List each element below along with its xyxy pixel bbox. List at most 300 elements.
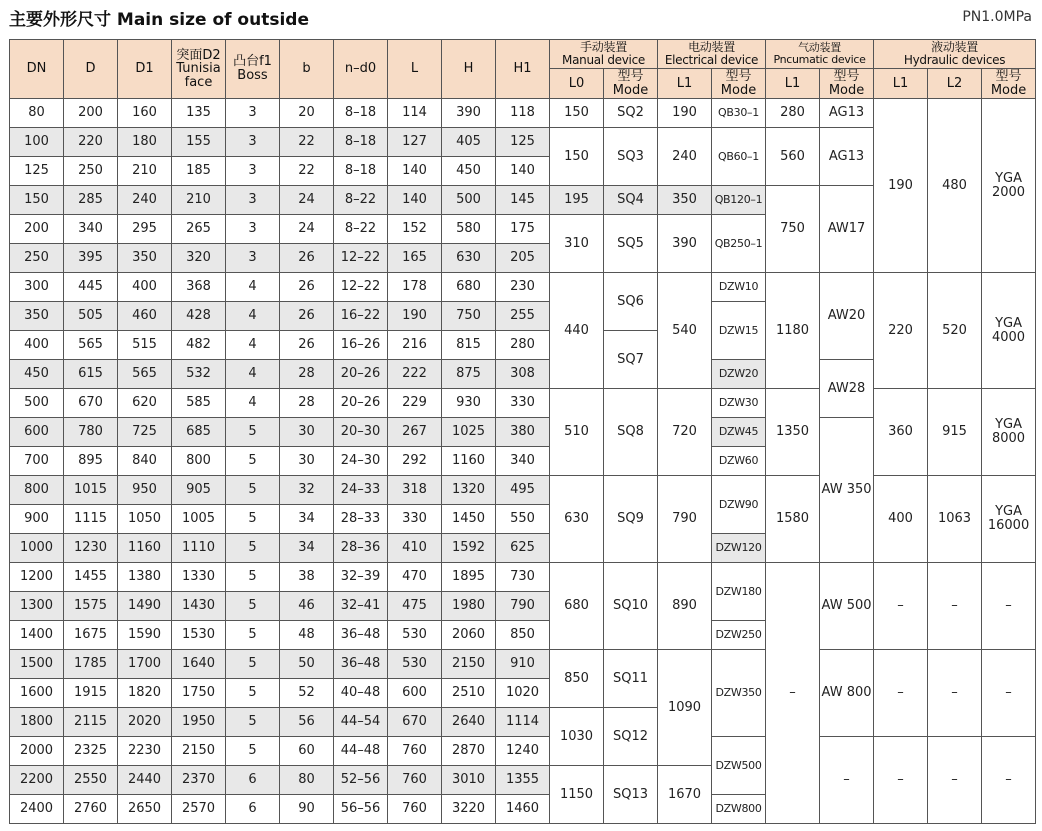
table-row — [10, 563, 1036, 592]
cell-h: 2870 — [442, 737, 496, 766]
cell-f1: 5 — [226, 650, 280, 679]
cell-d2: 1110 — [172, 534, 226, 563]
cell-d1: 2230 — [118, 737, 172, 766]
header-model-cn: 型号 — [725, 68, 752, 84]
cell-h: 580 — [442, 215, 496, 244]
cell-d: 1115 — [64, 505, 118, 534]
cell-manual-l0: 850 — [550, 650, 604, 708]
cell-d1: 2650 — [118, 795, 172, 824]
cell-hydraulic-l2: 480 — [928, 99, 982, 273]
cell-nd0: 8–18 — [334, 99, 388, 128]
page-title: 主要外形尺寸 Main size of outside — [9, 10, 309, 30]
cell-d1: 1700 — [118, 650, 172, 679]
cell-l: 229 — [388, 389, 442, 418]
cell-manual-l0: 510 — [550, 389, 604, 476]
cell-f1: 4 — [226, 302, 280, 331]
cell-d1: 2020 — [118, 708, 172, 737]
cell-hydraulic-model: – — [982, 563, 1036, 650]
cell-electric-model: DZW800 — [712, 795, 766, 824]
cell-b: 26 — [280, 244, 334, 273]
header-model-en: Mode — [828, 82, 865, 98]
cell-h: 1450 — [442, 505, 496, 534]
cell-f1: 5 — [226, 476, 280, 505]
cell-dn: 1000 — [10, 534, 64, 563]
cell-dn: 450 — [10, 360, 64, 389]
header-model-en: Mode — [990, 82, 1027, 98]
cell-h1: 340 — [496, 447, 550, 476]
cell-l: 760 — [388, 737, 442, 766]
cell-b: 26 — [280, 331, 334, 360]
header-nd0: n–d0 — [334, 40, 388, 99]
cell-hydraulic-l1: – — [874, 563, 928, 650]
cell-d2: 1640 — [172, 650, 226, 679]
cell-d2: 482 — [172, 331, 226, 360]
cell-hydraulic-model: YGA 4000 — [982, 273, 1036, 389]
cell-f1: 3 — [226, 157, 280, 186]
header-manual-en: Manual device — [562, 53, 645, 67]
cell-hydraulic-model: YGA 16000 — [982, 476, 1036, 563]
table-row — [10, 476, 1036, 505]
cell-h: 1160 — [442, 447, 496, 476]
cell-d1: 240 — [118, 186, 172, 215]
cell-nd0: 12–22 — [334, 273, 388, 302]
cell-l: 760 — [388, 795, 442, 824]
cell-d2: 532 — [172, 360, 226, 389]
header-pneumatic-en: Pncumatic device — [773, 53, 866, 66]
cell-d2: 1330 — [172, 563, 226, 592]
cell-h1: 280 — [496, 331, 550, 360]
cell-nd0: 44–54 — [334, 708, 388, 737]
table-row — [10, 650, 1036, 679]
cell-h1: 255 — [496, 302, 550, 331]
cell-pneumatic-l1: 1580 — [766, 476, 820, 563]
cell-f1: 4 — [226, 360, 280, 389]
cell-h: 2510 — [442, 679, 496, 708]
header-model-cn: 型号 — [617, 68, 644, 84]
cell-electric-model: DZW250 — [712, 621, 766, 650]
cell-manual-model: SQ5 — [604, 215, 658, 273]
cell-d: 1785 — [64, 650, 118, 679]
cell-electric-model: DZW500 — [712, 737, 766, 795]
size-table — [9, 39, 1036, 824]
cell-l: 216 — [388, 331, 442, 360]
cell-b: 60 — [280, 737, 334, 766]
cell-electric-model: DZW30 — [712, 389, 766, 418]
cell-b: 30 — [280, 447, 334, 476]
cell-hydraulic-l1: 220 — [874, 273, 928, 389]
cell-f1: 5 — [226, 447, 280, 476]
cell-electric-model: QB60–1 — [712, 128, 766, 186]
cell-pneumatic-model: AG13 — [820, 99, 874, 128]
cell-d2: 1530 — [172, 621, 226, 650]
header-h1: H1 — [496, 40, 550, 99]
cell-hydraulic-l1: – — [874, 737, 928, 824]
cell-f1: 3 — [226, 215, 280, 244]
cell-h1: 205 — [496, 244, 550, 273]
cell-dn: 700 — [10, 447, 64, 476]
header-d1: D1 — [118, 40, 172, 99]
cell-dn: 500 — [10, 389, 64, 418]
header-hydraulic-en: Hydraulic devices — [903, 53, 1006, 67]
cell-electric-model: DZW15 — [712, 302, 766, 360]
cell-dn: 400 — [10, 331, 64, 360]
header-dn: DN — [10, 40, 64, 99]
cell-d2: 2150 — [172, 737, 226, 766]
cell-hydraulic-l1: – — [874, 650, 928, 737]
cell-l: 475 — [388, 592, 442, 621]
header-electric-model — [712, 69, 766, 99]
cell-d: 250 — [64, 157, 118, 186]
cell-b: 26 — [280, 273, 334, 302]
cell-d1: 1050 — [118, 505, 172, 534]
cell-h1: 1460 — [496, 795, 550, 824]
cell-h1: 1355 — [496, 766, 550, 795]
cell-manual-model: SQ4 — [604, 186, 658, 215]
cell-d: 615 — [64, 360, 118, 389]
cell-nd0: 20–26 — [334, 360, 388, 389]
cell-b: 22 — [280, 128, 334, 157]
header-electric-l1: L1 — [658, 69, 712, 99]
header-manual-cn: 手动装置 — [580, 40, 627, 55]
cell-d2: 210 — [172, 186, 226, 215]
cell-d: 505 — [64, 302, 118, 331]
cell-dn: 125 — [10, 157, 64, 186]
cell-d2: 320 — [172, 244, 226, 273]
cell-f1: 3 — [226, 128, 280, 157]
header-pneumatic-model — [820, 69, 874, 99]
cell-manual-model: SQ2 — [604, 99, 658, 128]
cell-d: 340 — [64, 215, 118, 244]
cell-dn: 1800 — [10, 708, 64, 737]
header-electric-cn: 电动装置 — [688, 40, 735, 55]
cell-d1: 620 — [118, 389, 172, 418]
cell-b: 56 — [280, 708, 334, 737]
cell-h: 930 — [442, 389, 496, 418]
cell-nd0: 8–22 — [334, 215, 388, 244]
cell-pneumatic-l1: 1180 — [766, 273, 820, 389]
cell-d2: 428 — [172, 302, 226, 331]
cell-pneumatic-model: AW28 — [820, 360, 874, 418]
header-d2-en1: Tunisia — [176, 61, 221, 77]
cell-f1: 3 — [226, 99, 280, 128]
header-model-cn: 型号 — [833, 68, 860, 84]
cell-nd0: 32–39 — [334, 563, 388, 592]
cell-dn: 1300 — [10, 592, 64, 621]
cell-nd0: 28–36 — [334, 534, 388, 563]
cell-pneumatic-model: – — [820, 737, 874, 824]
cell-l: 600 — [388, 679, 442, 708]
cell-pneumatic-l1: 560 — [766, 128, 820, 186]
header-model-en: Mode — [612, 82, 649, 98]
cell-l: 530 — [388, 621, 442, 650]
cell-l: 330 — [388, 505, 442, 534]
cell-d: 285 — [64, 186, 118, 215]
cell-f1: 6 — [226, 795, 280, 824]
cell-b: 24 — [280, 215, 334, 244]
cell-hydraulic-model: – — [982, 737, 1036, 824]
cell-electric-l1: 1670 — [658, 766, 712, 824]
cell-b: 26 — [280, 302, 334, 331]
cell-pneumatic-model: AW20 — [820, 273, 874, 360]
cell-d1: 460 — [118, 302, 172, 331]
cell-f1: 5 — [226, 621, 280, 650]
cell-dn: 1500 — [10, 650, 64, 679]
cell-b: 34 — [280, 534, 334, 563]
header-h: H — [442, 40, 496, 99]
cell-nd0: 44–48 — [334, 737, 388, 766]
cell-h1: 850 — [496, 621, 550, 650]
cell-h: 750 — [442, 302, 496, 331]
cell-manual-l0: 440 — [550, 273, 604, 389]
cell-l: 140 — [388, 157, 442, 186]
cell-electric-model: DZW10 — [712, 273, 766, 302]
cell-d1: 1820 — [118, 679, 172, 708]
cell-b: 90 — [280, 795, 334, 824]
cell-d1: 840 — [118, 447, 172, 476]
cell-d2: 905 — [172, 476, 226, 505]
cell-d: 1455 — [64, 563, 118, 592]
cell-d2: 1005 — [172, 505, 226, 534]
table-row — [10, 389, 1036, 418]
header-electric — [658, 40, 766, 69]
header-manual — [550, 40, 658, 69]
cell-hydraulic-l1: 400 — [874, 476, 928, 563]
cell-d2: 800 — [172, 447, 226, 476]
cell-hydraulic-l2: – — [928, 563, 982, 650]
cell-electric-l1: 190 — [658, 99, 712, 128]
cell-dn: 350 — [10, 302, 64, 331]
cell-h: 450 — [442, 157, 496, 186]
cell-manual-model: SQ6 — [604, 273, 658, 331]
cell-h: 1980 — [442, 592, 496, 621]
cell-pneumatic-model: AW 500 — [820, 563, 874, 650]
cell-nd0: 56–56 — [334, 795, 388, 824]
cell-dn: 2400 — [10, 795, 64, 824]
header-model-cn: 型号 — [995, 68, 1022, 84]
cell-d1: 295 — [118, 215, 172, 244]
cell-dn: 800 — [10, 476, 64, 505]
cell-b: 20 — [280, 99, 334, 128]
header-l: L — [388, 40, 442, 99]
cell-d2: 2370 — [172, 766, 226, 795]
cell-h: 2060 — [442, 621, 496, 650]
cell-f1: 5 — [226, 708, 280, 737]
cell-manual-l0: 680 — [550, 563, 604, 650]
cell-pneumatic-l1: 280 — [766, 99, 820, 128]
cell-d: 1915 — [64, 679, 118, 708]
cell-nd0: 24–30 — [334, 447, 388, 476]
cell-d1: 950 — [118, 476, 172, 505]
cell-b: 28 — [280, 360, 334, 389]
header-pneumatic-cn: 气动装置 — [798, 41, 841, 55]
cell-pneumatic-l1: 1350 — [766, 389, 820, 476]
cell-l: 670 — [388, 708, 442, 737]
cell-dn: 300 — [10, 273, 64, 302]
cell-d: 395 — [64, 244, 118, 273]
cell-h1: 380 — [496, 418, 550, 447]
cell-d1: 210 — [118, 157, 172, 186]
cell-electric-model: QB30–1 — [712, 99, 766, 128]
header-hydraulic-model — [982, 69, 1036, 99]
header-d2-cn: 突面D2 — [176, 47, 221, 63]
cell-h1: 330 — [496, 389, 550, 418]
cell-f1: 3 — [226, 244, 280, 273]
cell-b: 46 — [280, 592, 334, 621]
cell-dn: 2200 — [10, 766, 64, 795]
header-f1 — [226, 40, 280, 99]
cell-h1: 118 — [496, 99, 550, 128]
cell-h: 3220 — [442, 795, 496, 824]
cell-hydraulic-l1: 190 — [874, 99, 928, 273]
cell-f1: 5 — [226, 592, 280, 621]
cell-l: 760 — [388, 766, 442, 795]
cell-nd0: 36–48 — [334, 650, 388, 679]
cell-h1: 550 — [496, 505, 550, 534]
cell-dn: 600 — [10, 418, 64, 447]
header-d2 — [172, 40, 226, 99]
cell-l: 165 — [388, 244, 442, 273]
pressure-rating: PN1.0MPa — [962, 9, 1032, 25]
table-row — [10, 273, 1036, 302]
cell-f1: 4 — [226, 273, 280, 302]
cell-h1: 308 — [496, 360, 550, 389]
cell-d: 1230 — [64, 534, 118, 563]
cell-h: 1592 — [442, 534, 496, 563]
cell-h1: 910 — [496, 650, 550, 679]
cell-d: 1575 — [64, 592, 118, 621]
cell-f1: 4 — [226, 331, 280, 360]
cell-d2: 135 — [172, 99, 226, 128]
header-hydraulic-l1: L1 — [874, 69, 928, 99]
header-f1-cn: 凸台f1 — [233, 54, 272, 70]
cell-l: 410 — [388, 534, 442, 563]
cell-h1: 125 — [496, 128, 550, 157]
cell-electric-model: DZW60 — [712, 447, 766, 476]
cell-b: 22 — [280, 157, 334, 186]
cell-electric-l1: 720 — [658, 389, 712, 476]
cell-h: 1895 — [442, 563, 496, 592]
cell-electric-l1: 350 — [658, 186, 712, 215]
cell-manual-model: SQ10 — [604, 563, 658, 650]
header-manual-model — [604, 69, 658, 99]
cell-manual-l0: 310 — [550, 215, 604, 273]
cell-electric-l1: 890 — [658, 563, 712, 650]
cell-d1: 725 — [118, 418, 172, 447]
cell-h1: 140 — [496, 157, 550, 186]
cell-d: 2550 — [64, 766, 118, 795]
cell-d2: 1430 — [172, 592, 226, 621]
cell-b: 34 — [280, 505, 334, 534]
cell-d2: 368 — [172, 273, 226, 302]
cell-h1: 1240 — [496, 737, 550, 766]
cell-l: 140 — [388, 186, 442, 215]
cell-nd0: 20–30 — [334, 418, 388, 447]
cell-manual-l0: 630 — [550, 476, 604, 563]
cell-pneumatic-l1: – — [766, 563, 820, 824]
cell-d: 445 — [64, 273, 118, 302]
cell-manual-l0: 1030 — [550, 708, 604, 766]
cell-l: 178 — [388, 273, 442, 302]
cell-d1: 2440 — [118, 766, 172, 795]
cell-l: 127 — [388, 128, 442, 157]
cell-manual-model: SQ8 — [604, 389, 658, 476]
cell-h: 390 — [442, 99, 496, 128]
cell-nd0: 20–26 — [334, 389, 388, 418]
cell-pneumatic-model: AW 800 — [820, 650, 874, 737]
cell-d: 895 — [64, 447, 118, 476]
cell-dn: 1600 — [10, 679, 64, 708]
cell-l: 190 — [388, 302, 442, 331]
cell-d2: 265 — [172, 215, 226, 244]
cell-h: 630 — [442, 244, 496, 273]
cell-d2: 1950 — [172, 708, 226, 737]
cell-f1: 3 — [226, 186, 280, 215]
cell-electric-l1: 540 — [658, 273, 712, 389]
cell-hydraulic-l2: 1063 — [928, 476, 982, 563]
header-hydraulic — [874, 40, 1036, 69]
cell-nd0: 8–18 — [334, 128, 388, 157]
cell-manual-model: SQ13 — [604, 766, 658, 824]
header-manual-l0: L0 — [550, 69, 604, 99]
header-electric-en: Electrical device — [664, 53, 759, 67]
cell-d1: 1590 — [118, 621, 172, 650]
cell-f1: 6 — [226, 766, 280, 795]
cell-dn: 2000 — [10, 737, 64, 766]
cell-h1: 1114 — [496, 708, 550, 737]
cell-electric-model: DZW120 — [712, 534, 766, 563]
cell-h1: 495 — [496, 476, 550, 505]
cell-d: 780 — [64, 418, 118, 447]
cell-d: 1675 — [64, 621, 118, 650]
cell-b: 32 — [280, 476, 334, 505]
cell-dn: 200 — [10, 215, 64, 244]
cell-f1: 5 — [226, 418, 280, 447]
cell-d1: 565 — [118, 360, 172, 389]
cell-f1: 4 — [226, 389, 280, 418]
cell-nd0: 12–22 — [334, 244, 388, 273]
cell-electric-l1: 1090 — [658, 650, 712, 766]
cell-d: 1015 — [64, 476, 118, 505]
cell-d1: 350 — [118, 244, 172, 273]
cell-dn: 80 — [10, 99, 64, 128]
cell-manual-l0: 1150 — [550, 766, 604, 824]
cell-nd0: 36–48 — [334, 621, 388, 650]
cell-l: 530 — [388, 650, 442, 679]
cell-manual-model: SQ3 — [604, 128, 658, 186]
cell-manual-l0: 150 — [550, 128, 604, 186]
cell-l: 292 — [388, 447, 442, 476]
cell-h1: 1020 — [496, 679, 550, 708]
cell-h1: 730 — [496, 563, 550, 592]
cell-pneumatic-model: AW17 — [820, 186, 874, 273]
cell-f1: 5 — [226, 737, 280, 766]
cell-d1: 1380 — [118, 563, 172, 592]
header-f1-en: Boss — [237, 68, 268, 83]
cell-d2: 1750 — [172, 679, 226, 708]
cell-l: 152 — [388, 215, 442, 244]
cell-b: 80 — [280, 766, 334, 795]
cell-d: 2325 — [64, 737, 118, 766]
cell-nd0: 16–22 — [334, 302, 388, 331]
cell-d1: 180 — [118, 128, 172, 157]
cell-dn: 900 — [10, 505, 64, 534]
header-pneumatic-l1: L1 — [766, 69, 820, 99]
cell-b: 52 — [280, 679, 334, 708]
cell-d: 670 — [64, 389, 118, 418]
cell-hydraulic-model: YGA 8000 — [982, 389, 1036, 476]
cell-b: 50 — [280, 650, 334, 679]
cell-dn: 1200 — [10, 563, 64, 592]
